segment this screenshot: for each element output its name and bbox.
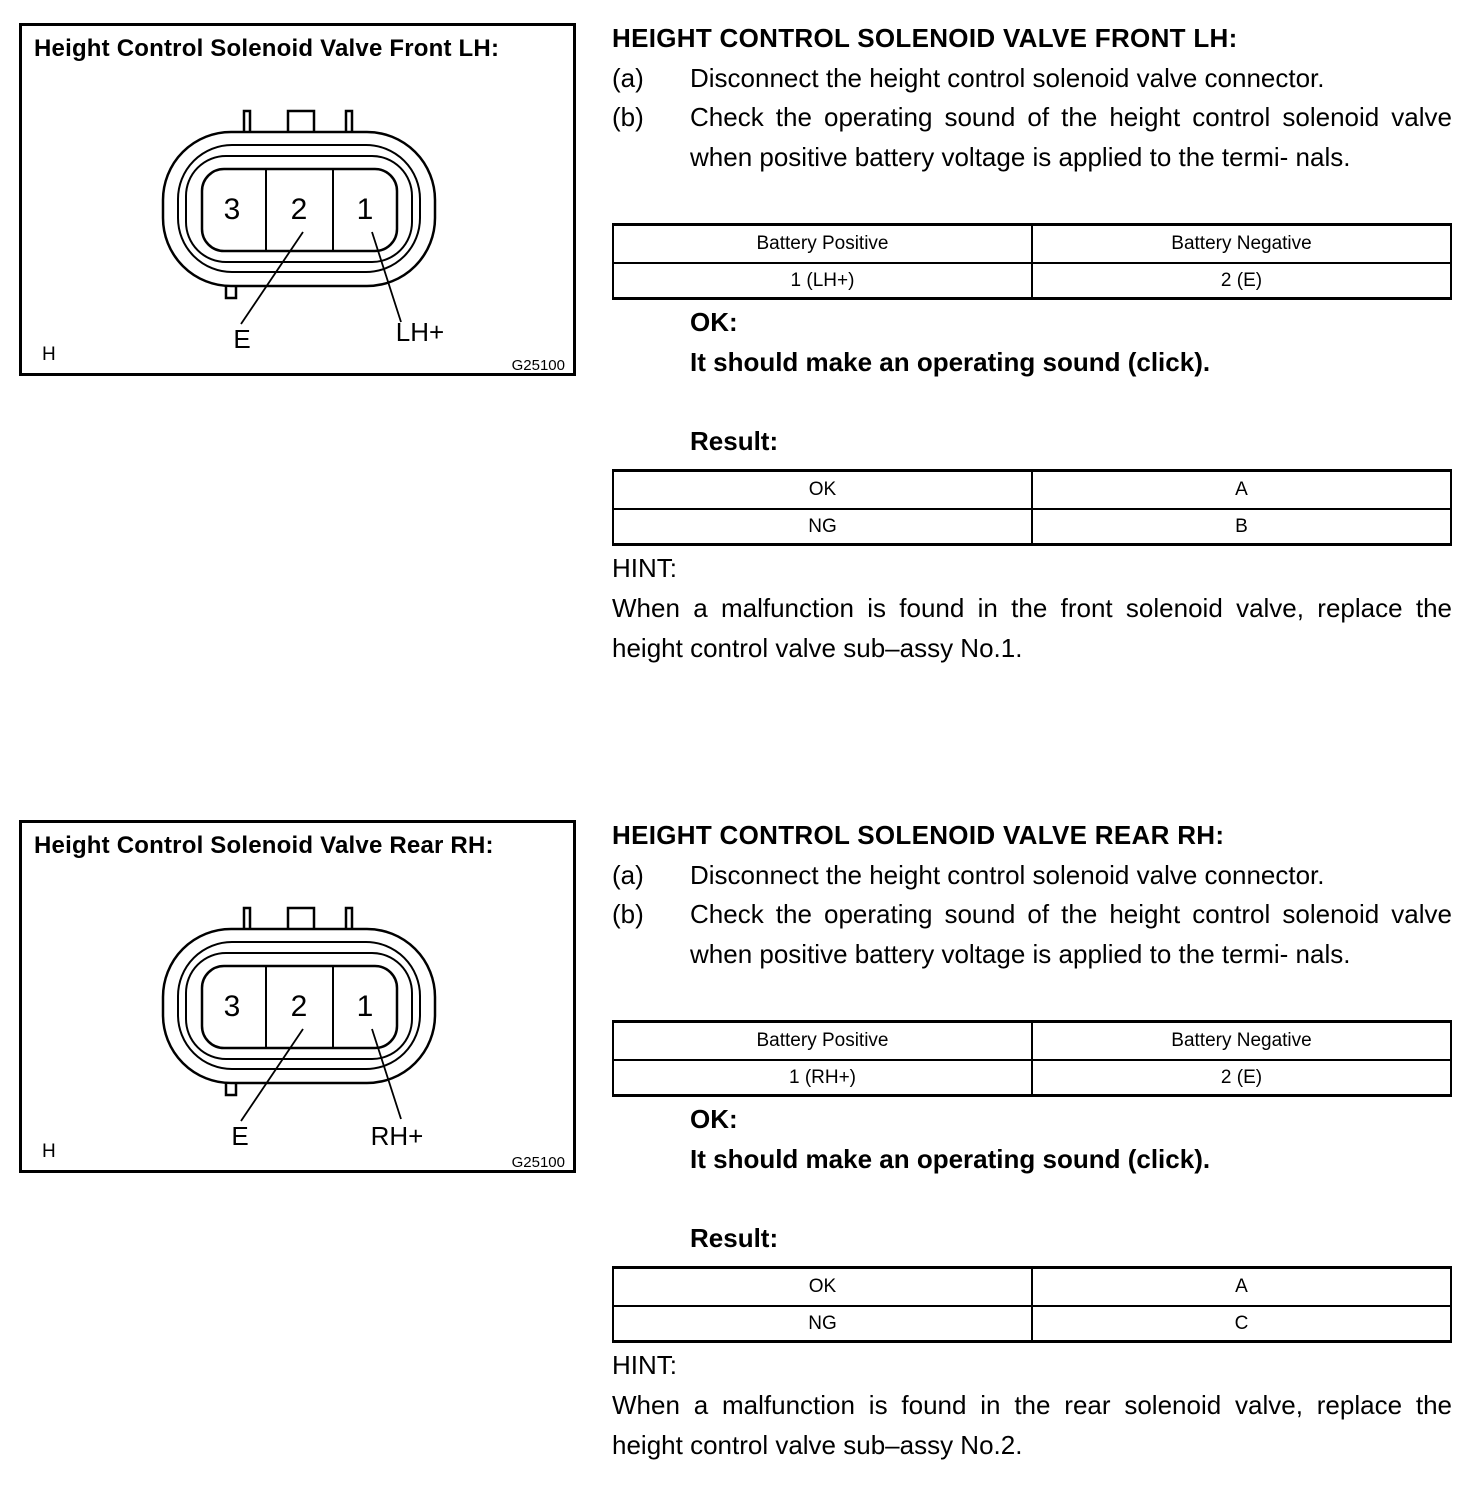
step-label: (b) — [612, 102, 644, 132]
table-header-cell: Battery Negative — [1032, 225, 1451, 264]
table-cell: B — [1032, 509, 1451, 545]
table-cell: NG — [613, 509, 1032, 545]
figure-title: Height Control Solenoid Valve Front LH: — [34, 35, 500, 62]
table-header-cell: Battery Negative — [1032, 1022, 1451, 1061]
figure-corner-mark: H — [42, 344, 56, 365]
pin-3-label: 3 — [223, 990, 241, 1023]
step-text: Disconnect the height control solenoid valve connector. — [690, 63, 1325, 93]
terminal-positive-label: LH+ — [395, 317, 445, 347]
table-cell: 2 (E) — [1032, 263, 1451, 299]
table-header-cell: Battery Positive — [613, 1022, 1032, 1061]
section-rear-rh — [0, 797, 1472, 1497]
table-cell: C — [1032, 1306, 1451, 1342]
table-cell: A — [1032, 471, 1451, 510]
ok-text: It should make an operating sound (click). — [690, 347, 1211, 377]
hint-text: When a malfunction is found in the front solenoid valve, replace the height control valve sub–assy No.1. — [612, 593, 1452, 663]
ok-text: It should make an operating sound (click). — [690, 1144, 1211, 1174]
figure-code: G25100 — [511, 1154, 565, 1171]
table-cell: OK — [613, 1268, 1032, 1307]
step-label: (a) — [612, 860, 644, 890]
terminal-positive-label: RH+ — [370, 1121, 424, 1151]
hint-label: HINT: — [612, 553, 677, 583]
pin-1-label: 1 — [356, 990, 374, 1023]
pin-3-label: 3 — [223, 193, 241, 226]
step-text: Check the operating sound of the height control solenoid valve when positive battery voltage is applied to the termi- nals. — [690, 102, 1452, 172]
result-table — [612, 1266, 1452, 1343]
connector-figure — [19, 23, 576, 376]
figure-title: Height Control Solenoid Valve Rear RH: — [34, 832, 494, 859]
battery-spec-table — [612, 1020, 1452, 1097]
connector-diagram — [22, 823, 573, 1170]
step-text: Disconnect the height control solenoid valve connector. — [690, 860, 1325, 890]
section-front-lh — [0, 0, 1472, 700]
step-label: (b) — [612, 899, 644, 929]
hint-text: When a malfunction is found in the rear solenoid valve, replace the height control valve sub–assy No.2. — [612, 1390, 1452, 1460]
step-label: (a) — [612, 63, 644, 93]
pin-2-label: 2 — [290, 990, 308, 1023]
table-row — [613, 471, 1451, 510]
table-header-cell: Battery Positive — [613, 225, 1032, 264]
table-row — [613, 509, 1451, 545]
table-cell: A — [1032, 1268, 1451, 1307]
section-heading: HEIGHT CONTROL SOLENOID VALVE REAR RH: — [612, 820, 1225, 850]
ok-label: OK: — [690, 1104, 738, 1134]
result-label: Result: — [690, 426, 779, 456]
section-heading: HEIGHT CONTROL SOLENOID VALVE FRONT LH: — [612, 23, 1238, 53]
pin-2-label: 2 — [290, 193, 308, 226]
table-row — [613, 263, 1451, 299]
table-header-row — [613, 225, 1451, 264]
figure-corner-mark: H — [42, 1141, 56, 1162]
table-cell: 1 (RH+) — [613, 1060, 1032, 1096]
table-cell: OK — [613, 471, 1032, 510]
table-cell: 2 (E) — [1032, 1060, 1451, 1096]
pin-1-label: 1 — [356, 193, 374, 226]
hint-label: HINT: — [612, 1350, 677, 1380]
result-table — [612, 469, 1452, 546]
figure-code: G25100 — [511, 357, 565, 374]
table-cell: NG — [613, 1306, 1032, 1342]
terminal-e-label: E — [233, 324, 251, 354]
table-header-row — [613, 1022, 1451, 1061]
table-row — [613, 1060, 1451, 1096]
terminal-e-label: E — [231, 1121, 249, 1151]
battery-spec-table — [612, 223, 1452, 300]
table-cell: 1 (LH+) — [613, 263, 1032, 299]
table-row — [613, 1268, 1451, 1307]
step-text: Check the operating sound of the height control solenoid valve when positive battery voltage is applied to the termi- nals. — [690, 899, 1452, 969]
result-label: Result: — [690, 1223, 779, 1253]
table-row — [613, 1306, 1451, 1342]
ok-label: OK: — [690, 307, 738, 337]
connector-figure — [19, 820, 576, 1173]
connector-diagram — [22, 26, 573, 373]
